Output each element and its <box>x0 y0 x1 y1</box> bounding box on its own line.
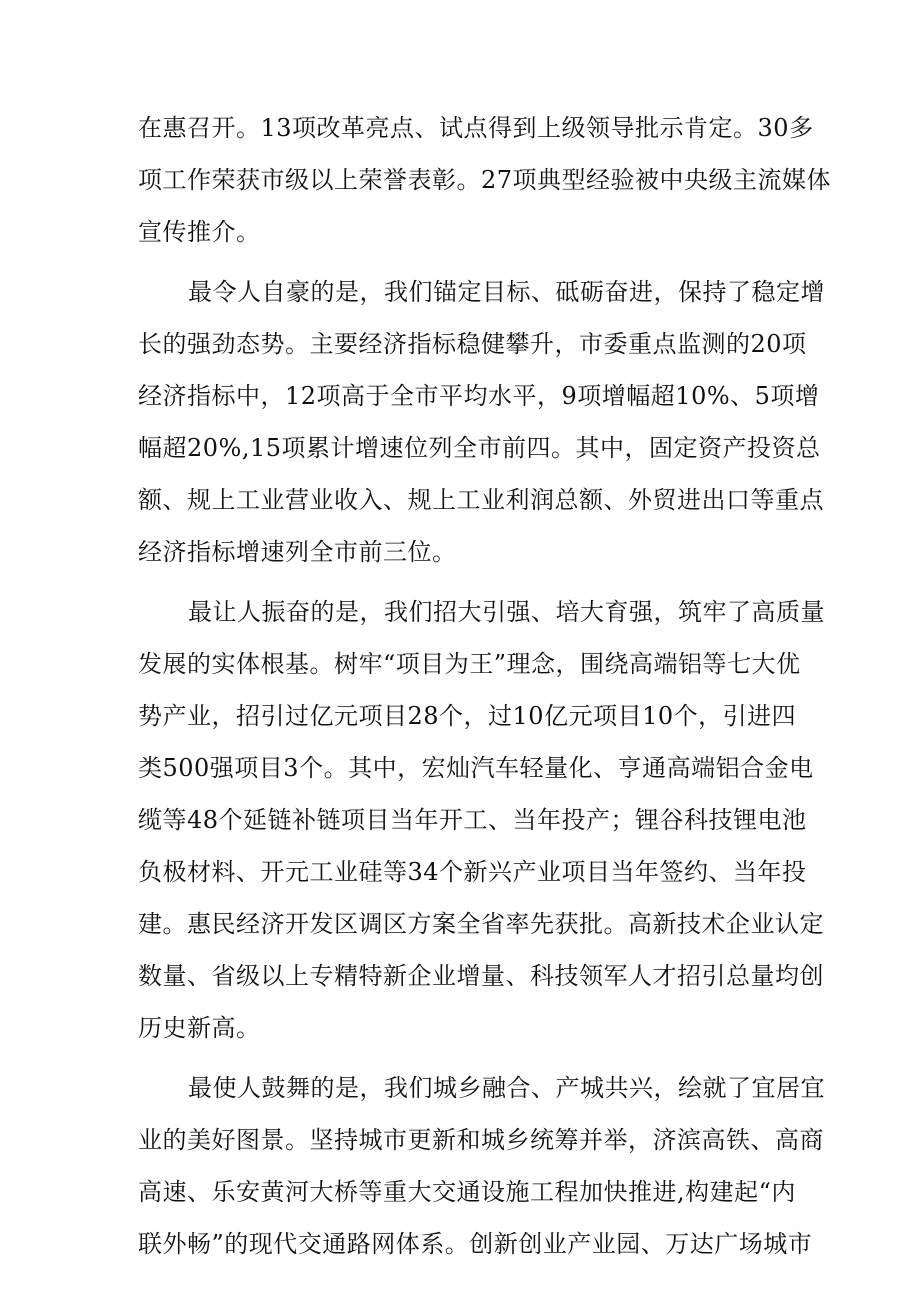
text-line: 额、规上工业营业收入、规上工业利润总额、外贸进出口等重点 <box>138 486 824 514</box>
text-line: 高速、乐安黄河大桥等重大交通设施工程加快推进,构建起“内 <box>138 1178 796 1206</box>
document-body <box>138 102 832 1278</box>
text-line: 宣传推介。 <box>138 218 261 246</box>
text-line: 势产业，招引过亿元项目28个，过10亿元项目10个，引进四 <box>138 702 797 730</box>
text-line: 最使人鼓舞的是，我们城乡融合、产城共兴，绘就了宜居宜 <box>188 1074 825 1102</box>
text-line: 数量、省级以上专精特新企业增量、科技领军人才招引总量均创 <box>138 962 824 990</box>
text-line: 最让人振奋的是，我们招大引强、培大育强，筑牢了高质量 <box>188 598 825 626</box>
paragraph-3 <box>138 586 825 1054</box>
text-line: 业的美好图景。坚持城市更新和城乡统筹并举，济滨高铁、高商 <box>138 1126 824 1154</box>
text-line: 幅超20%,15项累计增速位列全市前四。其中，固定资产投资总 <box>138 434 821 462</box>
text-line: 经济指标增速列全市前三位。 <box>138 538 457 566</box>
text-line: 在惠召开。13项改革亮点、试点得到上级领导批示肯定。30多 <box>138 114 814 142</box>
text-line: 负极材料、开元工业硅等34个新兴产业项目当年签约、当年投 <box>138 858 807 886</box>
text-line: 长的强劲态势。主要经济指标稳健攀升，市委重点监测的20项 <box>138 330 807 358</box>
text-line: 最令人自豪的是，我们锚定目标、砥砺奋进，保持了稳定增 <box>188 278 825 306</box>
paragraph-4 <box>138 1062 825 1270</box>
text-line: 历史新高。 <box>138 1014 261 1042</box>
text-line: 项工作荣获市级以上荣誉表彰。27项典型经验被中央级主流媒体 <box>138 166 832 194</box>
text-line: 建。惠民经济开发区调区方案全省率先获批。高新技术企业认定 <box>138 910 824 938</box>
text-line: 发展的实体根基。树牢“项目为王”理念，围绕高端铝等七大优 <box>138 650 801 678</box>
text-line: 类500强项目3个。其中，宏灿汽车轻量化、亨通高端铝合金电 <box>138 754 814 782</box>
paragraph-1 <box>138 102 832 258</box>
paragraph-2 <box>138 266 825 578</box>
text-line: 缆等48个延链补链项目当年开工、当年投产；锂谷科技锂电池 <box>138 806 807 834</box>
text-line: 经济指标中，12项高于全市平均水平，9项增幅超10%、5项增 <box>138 382 820 410</box>
text-line: 联外畅”的现代交通路网体系。创新创业产业园、万达广场城市 <box>138 1230 813 1258</box>
